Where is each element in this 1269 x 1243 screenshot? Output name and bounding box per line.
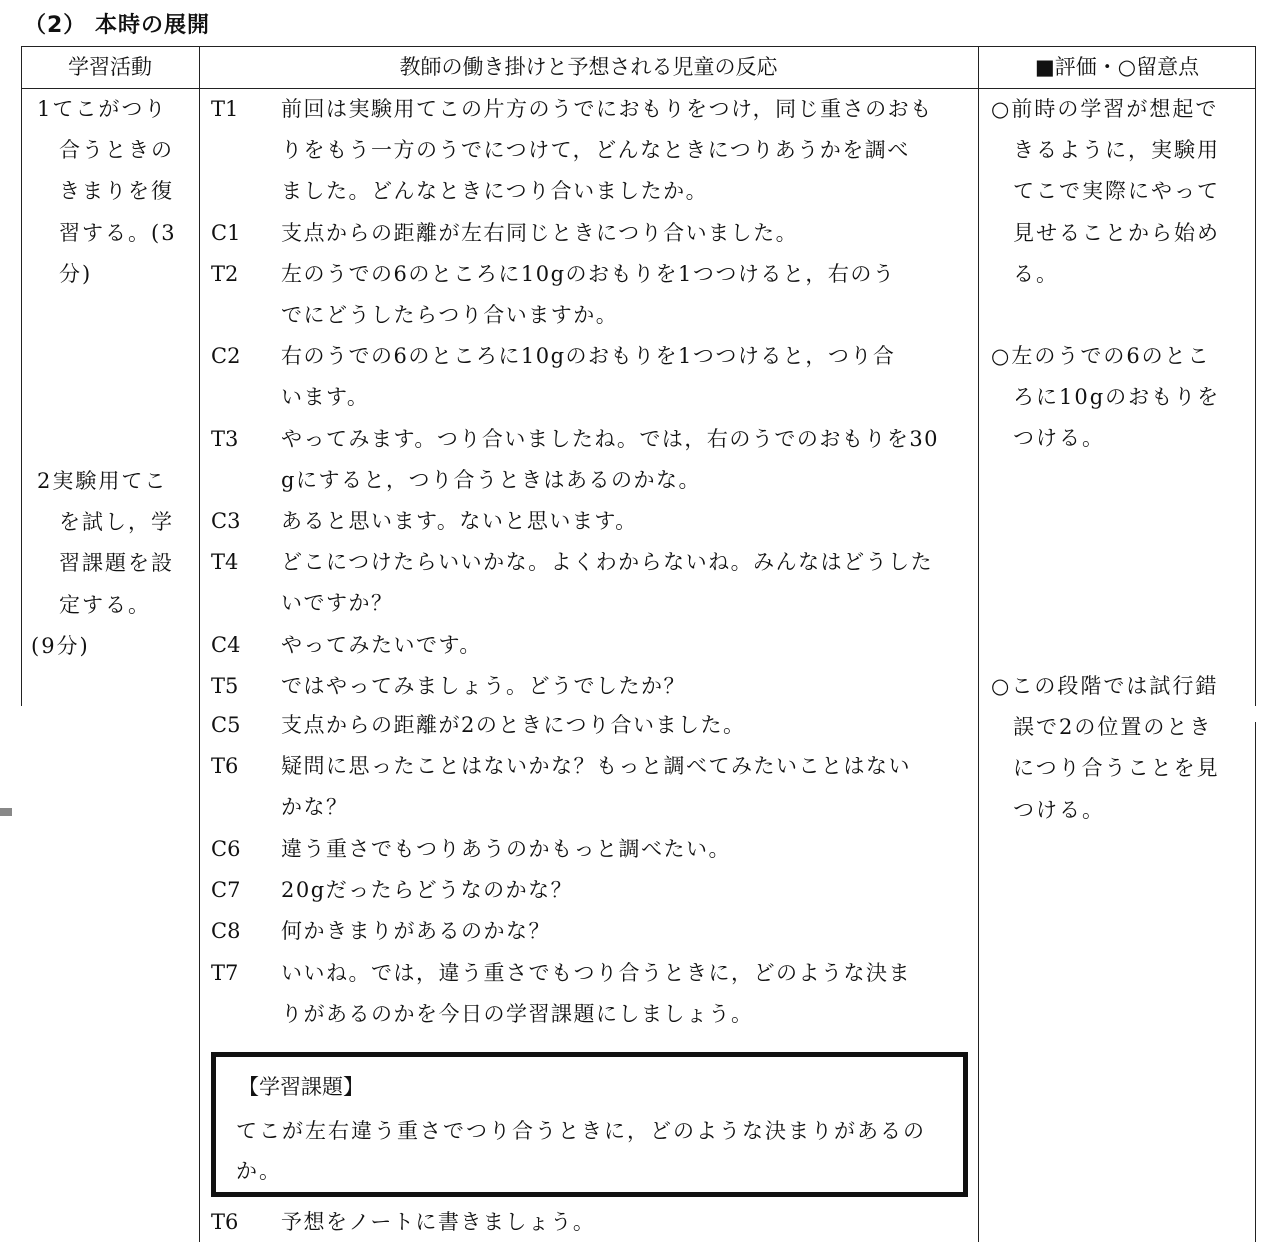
dialogue-line (211, 625, 971, 666)
note-3 (991, 666, 1246, 831)
dialogue-text: いですか？ (281, 591, 394, 615)
learning-task-body (236, 1111, 951, 1191)
dialogue-text: りがあるのかを今日の学習課題にしましょう。 (281, 1002, 754, 1026)
activity-line: (9分) (31, 633, 90, 658)
dialogue-text: やってみます。つり合いましたね。では，右のうでのおもりを30 (281, 427, 940, 451)
dialogue-text: りをもう一方のうでにつけて，どんなときにつりあうかを調べ (281, 138, 910, 162)
learning-task-box (211, 1052, 968, 1197)
header-activity: 学習活動 (68, 55, 152, 79)
dialogue-text: 疑問に思ったことはないかな？もっと調べてみたいことはない (281, 754, 911, 778)
dialogue-line (211, 419, 971, 460)
dialogue-line (211, 953, 971, 994)
note-line: つける。 (1013, 797, 1105, 822)
speaker-label: C8 (211, 919, 241, 943)
note-line: ○この段階では試行錯 (991, 674, 1219, 698)
note-line: ○前時の学習が想起で (991, 97, 1219, 121)
speaker-label: T5 (211, 674, 239, 698)
table-left-border (21, 46, 22, 706)
dialogue-line (211, 870, 971, 911)
dialogue-line (211, 89, 971, 130)
speaker-label: T3 (211, 427, 239, 451)
note-line: きるように，実験用 (1013, 138, 1220, 163)
dialogue-text: 違う重さでもつりあうのかもっと調べたい。 (281, 837, 731, 861)
speaker-label: T7 (211, 961, 239, 985)
section-heading: （2） 本時の展開 (24, 13, 210, 38)
dialogue-line (211, 829, 971, 870)
dialogue-text: あると思います。ないと思います。 (281, 509, 638, 533)
dialogue-text: 支点からの距離が2のときにつり合いました。 (281, 713, 746, 737)
dialogue-text: 支点からの距離が左右同じときにつり合いました。 (281, 221, 799, 245)
dialogue-line (211, 254, 971, 295)
dialogue-line (211, 911, 971, 952)
dialogue-text: 予想をノートに書きましょう。 (281, 1210, 596, 1234)
dialogue-text: でにどうしたらつり合いますか。 (281, 303, 619, 327)
note-line: る。 (1013, 261, 1059, 286)
note-line: つける。 (1013, 426, 1105, 451)
header-teacher: 教師の働き掛けと予想される児童の反応 (399, 55, 778, 79)
activity-line: きまりを復 (59, 179, 174, 204)
speaker-label: T6 (211, 1210, 239, 1234)
speaker-label: C7 (211, 878, 241, 902)
dialogue-text: やってみたいです。 (281, 633, 482, 657)
margin-mark (0, 808, 12, 816)
dialogue-line (211, 746, 971, 787)
note-line: 誤で2の位置のとき (1013, 715, 1213, 740)
speaker-label: C1 (211, 221, 241, 245)
note-line: てこで実際にやって (1013, 179, 1220, 204)
dialogue-text: gにすると，つり合うときはあるのかな。 (281, 468, 701, 492)
dialogue-line (211, 1202, 971, 1243)
dialogue-text: 左のうでの6のところに10gのおもりを1つつけると，右のう (281, 262, 896, 286)
activity-line: 2実験用てこ (37, 469, 168, 493)
dialogue-line (211, 213, 971, 254)
dialogue-text: 右のうでの6のところに10gのおもりを1つつけると，つり合 (281, 344, 896, 368)
speaker-label: C2 (211, 344, 241, 368)
speaker-label: C4 (211, 633, 241, 657)
column-divider-1 (199, 46, 200, 1242)
dialogue-text: います。 (281, 385, 370, 409)
dialogue-text: いいね。では，違う重さでもつり合うときに，どのような決ま (281, 961, 911, 985)
activity-line: 1てこがつり (37, 97, 168, 121)
dialogue-line (211, 542, 971, 583)
speaker-label: T4 (211, 550, 239, 574)
activity-line: 習課題を設 (59, 551, 174, 576)
dialogue-text: 20gだったらどうなのかな？ (281, 878, 574, 902)
note-line: ○左のうでの6のとこ (991, 344, 1211, 368)
speaker-label: C5 (211, 713, 241, 737)
dialogue-line (211, 336, 971, 377)
header-evaluation: ■評価・○留意点 (1034, 55, 1200, 79)
dialogue-line (211, 501, 971, 542)
table-right-border-lower (1255, 722, 1256, 1242)
dialogue-line (211, 705, 971, 746)
note-line: につり合うことを見 (1013, 756, 1220, 781)
learning-task-title: 【学習課題】 (238, 1075, 364, 1099)
dialogue-text: ではやってみましょう。どうでしたか？ (281, 674, 686, 698)
activity-line: を試し，学 (59, 510, 174, 535)
activity-2 (31, 461, 174, 667)
activity-line: 定する。 (59, 592, 151, 617)
dialogue-line (211, 666, 971, 707)
note-2 (991, 336, 1246, 460)
note-line: ろに10gのおもりを (1013, 385, 1221, 410)
dialogue-text: かな？ (281, 795, 349, 819)
note-1 (991, 89, 1246, 295)
table-right-border (1255, 46, 1256, 706)
dialogue-text: 前回は実験用てこの片方のうでにおもりをつけ，同じ重さのおも (281, 97, 933, 121)
activity-line: 習する。(3 (59, 220, 177, 245)
dialogue-text: ました。どんなときにつり合いましたか。 (281, 179, 709, 203)
learning-task-line: てこが左右違う重さでつり合うときに，どのような決まりがあるの (236, 1119, 926, 1143)
note-line: 見せることから始め (1013, 220, 1220, 245)
speaker-label: C3 (211, 509, 241, 533)
speaker-label: C6 (211, 837, 241, 861)
speaker-label: T6 (211, 754, 239, 778)
dialogue-text: どこにつけたらいいかな。よくわからないね。みんなはどうした (281, 550, 934, 574)
speaker-label: T1 (211, 97, 239, 121)
activity-line: 分) (59, 261, 93, 286)
activity-line: 合うときの (59, 138, 174, 163)
dialogue-text: 何かきまりがあるのかな？ (281, 919, 551, 943)
lesson-plan-table (21, 46, 1256, 1242)
activity-1 (37, 89, 177, 295)
speaker-label: T2 (211, 262, 239, 286)
learning-task-line: か。 (236, 1159, 282, 1183)
column-divider-2 (978, 46, 979, 1242)
